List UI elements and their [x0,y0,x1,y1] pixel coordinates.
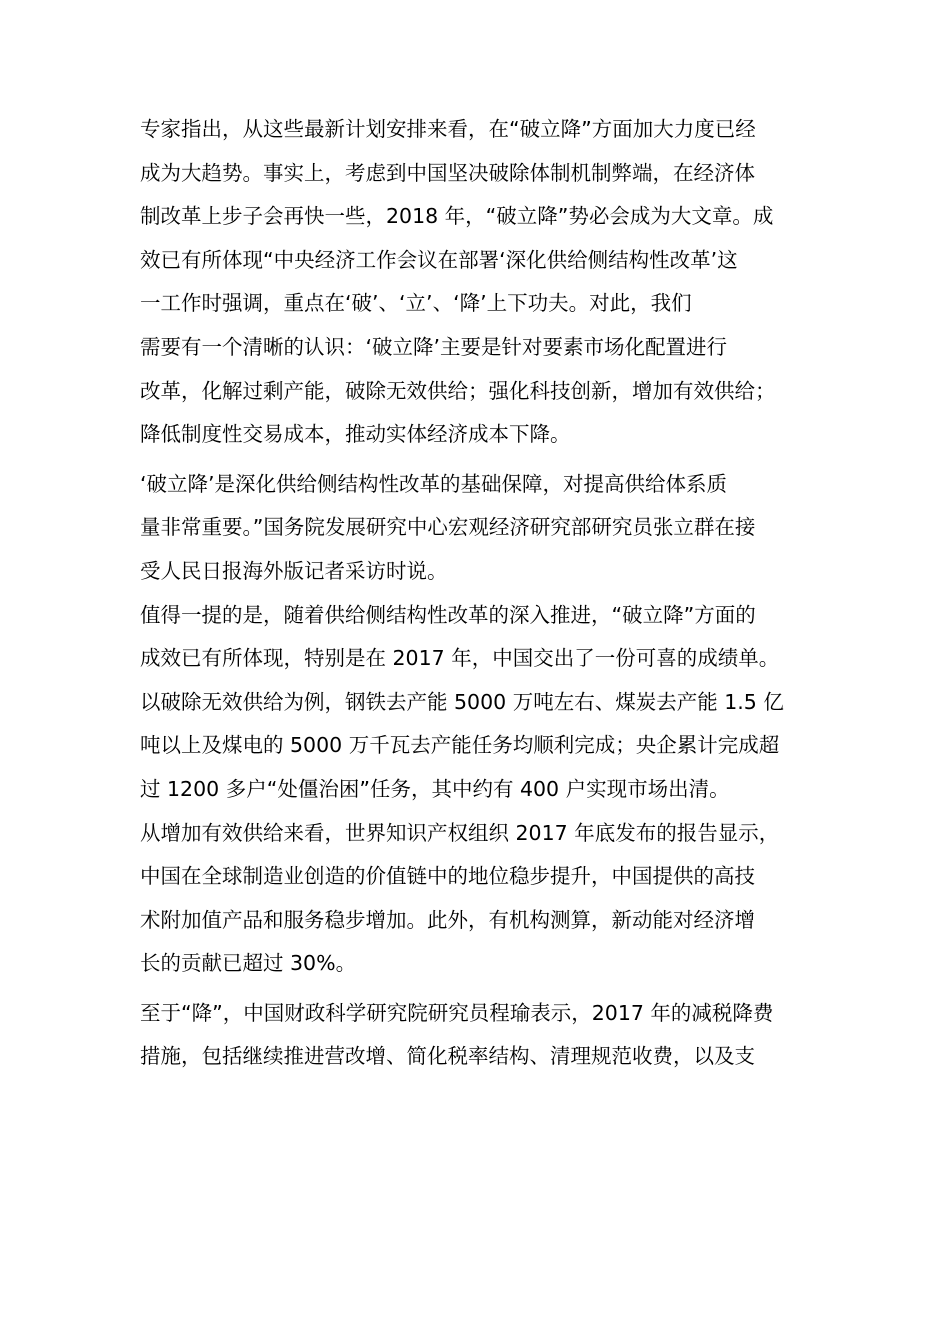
text-line: 降低制度性交易成本，推动实体经济成本下降。 [140,422,571,447]
text-line: 吨以上及煤电的 5000 万千瓦去产能任务均顺利完成；央企累计完成超 [140,733,780,758]
text-line: 量非常重要。”国务院发展研究中心宏观经济研究部研究员张立群在接 [140,515,756,540]
text-line: 过 1200 多户“处僵治困”任务，其中约有 400 户实现市场出清。 [140,776,730,801]
article-body [140,108,830,1079]
text-line: 以破除无效供给为例，钢铁去产能 5000 万吨左右、煤炭去产能 1.5 亿 [140,689,784,714]
text-line: 中国在全球制造业创造的价值链中的地位稳步提升，中国提供的高技 [140,864,755,889]
text-line: 措施，包括继续推进营改增、简化税率结构、清理规范收费，以及支 [140,1044,755,1069]
text-line: 长的贡献已超过 30%。 [140,951,357,976]
text-line: 一工作时强调，重点在‘破’、‘立’、‘降’上下功夫。对此，我们 [140,291,692,316]
text-line: 改革，化解过剩产能，破除无效供给；强化科技创新，增加有效供给； [140,378,776,403]
text-line: 从增加有效供给来看，世界知识产权组织 2017 年底发布的报告显示， [140,820,780,845]
paragraph-3 [140,594,830,812]
text-line: 值得一提的是，随着供给侧结构性改革的深入推进，“破立降”方面的 [140,602,756,627]
text-line: 制改革上步子会再快一些，2018 年，“破立降”势必会成为大文章。成 [140,204,774,229]
text-line: 成效已有所体现，特别是在 2017 年，中国交出了一份可喜的成绩单。 [140,646,780,671]
paragraph-1 [140,108,830,457]
text-line: 术附加值产品和服务稳步增加。此外，有机构测算，新动能对经济增 [140,907,755,932]
paragraph-2 [140,463,830,594]
paragraph-4 [140,812,830,986]
text-line: 需要有一个清晰的认识：‘破立降’主要是针对要素市场化配置进行 [140,334,728,359]
paragraph-5 [140,992,830,1079]
text-line: 至于“降”，中国财政科学研究院研究员程瑜表示，2017 年的减税降费 [140,1000,774,1025]
text-line: 受人民日报海外版记者采访时说。 [140,558,448,583]
text-line: ‘破立降’是深化供给侧结构性改革的基础保障，对提高供给体系质 [140,471,728,496]
text-line: 专家指出，从这些最新计划安排来看，在“破立降”方面加大力度已经 [140,117,756,141]
text-line: 效已有所体现“中央经济工作会议在部署‘深化供给侧结构性改革’这 [140,247,738,272]
text-line: 成为大趋势。事实上，考虑到中国坚决破除体制机制弊端，在经济体 [140,160,755,185]
